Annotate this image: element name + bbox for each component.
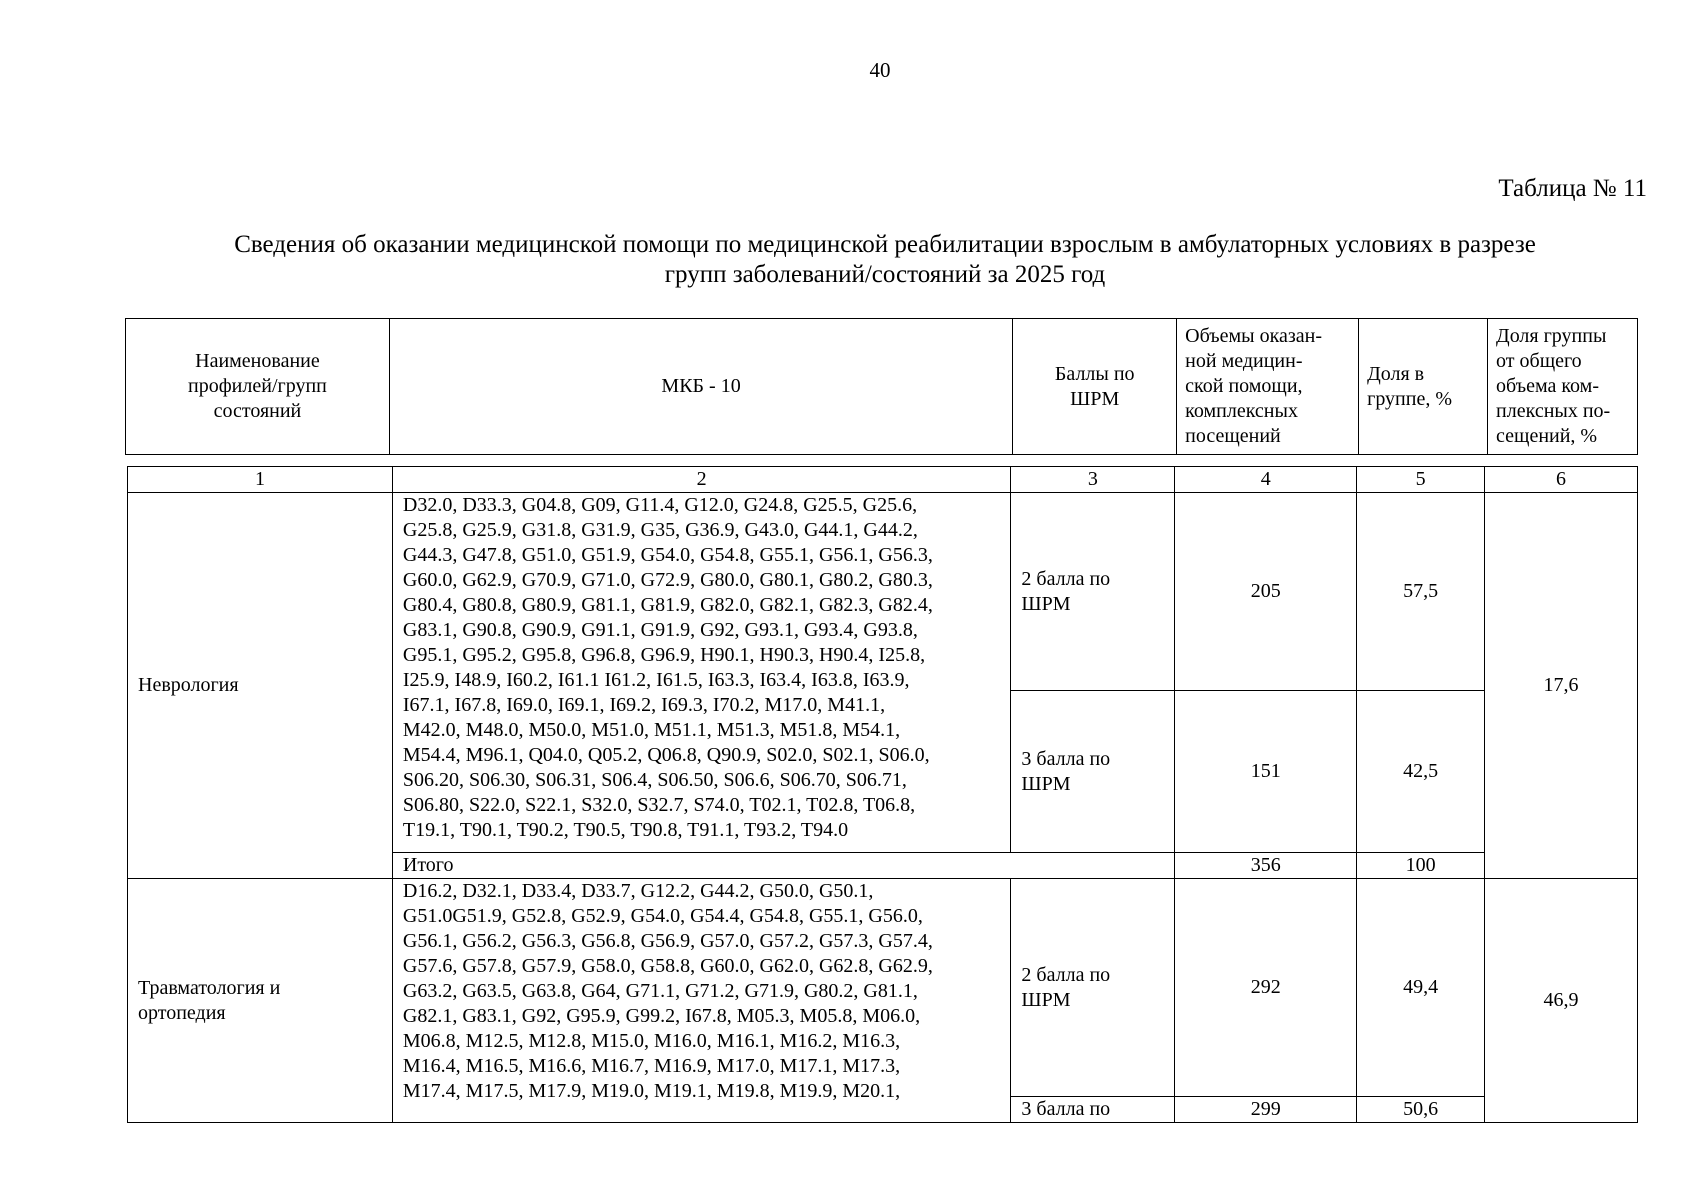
column-numbers-row [128, 467, 1638, 493]
table-body [127, 466, 1638, 1123]
header-volume: Объемы оказан- ной медицин- ской помощи, комплексных посещений [1177, 319, 1359, 455]
table-row [128, 879, 1638, 1097]
column-number: 4 [1175, 467, 1357, 493]
column-number: 1 [128, 467, 393, 493]
column-number: 2 [392, 467, 1011, 493]
table-label: Таблица № 11 [1498, 175, 1647, 202]
volume-cell: 205 [1175, 493, 1357, 691]
profile-name: Травматология и ортопедия [128, 879, 393, 1123]
score-cell: 3 балла по ШРМ [1011, 691, 1175, 853]
score-cell: 3 балла по [1011, 1097, 1175, 1123]
volume-cell: 292 [1175, 879, 1357, 1097]
column-number: 6 [1485, 467, 1638, 493]
share-cell: 57,5 [1357, 493, 1485, 691]
header-share-in-group: Доля в группе, % [1359, 319, 1488, 455]
icd-codes: D16.2, D32.1, D33.4, D33.7, G12.2, G44.2, G50.0, G50.1, G51.0G51.9, G52.8, G52.9, G54.0, G54.4, G54.8, G55.1, G56.0, G56.1, G56.2, G56.3, G56.8, G56.9, G57.0, G57.2, G57.3, G57.4, G57.6, G57.8, G57.9, G58.0, G58.8, G60.0, G62.0, G62.8, G62.9, G63.2, G63.5, G63.8, G64, G71.1, G71.2, G71.9, G80.2, G81.1, G82.1, G83.1, G92, G95.9, G99.2, I67.8, M05.3, M05.8, M06.0, M06.8, M12.5, M12.8, M15.0, M16.0, M16.1, M16.2, M16.3, M16.4, M16.5, M16.6, M16.7, M16.9, M17.0, M17.1, M17.3, M17.4, M17.5, M17.9, M19.0, M19.1, M19.8, M19.9, M20.1, [392, 879, 1011, 1123]
header-profile: Наименование профилей/групп состояний [126, 319, 390, 455]
header-icd10: МКБ - 10 [389, 319, 1012, 455]
volume-cell: 151 [1175, 691, 1357, 853]
header-score: Баллы по ШРМ [1013, 319, 1177, 455]
volume-cell: 299 [1175, 1097, 1357, 1123]
total-share: 100 [1357, 853, 1485, 879]
document-title [130, 230, 1640, 290]
table-header [125, 318, 1638, 455]
column-number: 3 [1011, 467, 1175, 493]
share-cell: 50,6 [1357, 1097, 1485, 1123]
score-cell: 2 балла по ШРМ [1011, 879, 1175, 1097]
score-cell: 2 балла по ШРМ [1011, 493, 1175, 691]
share-cell: 42,5 [1357, 691, 1485, 853]
column-number: 5 [1357, 467, 1485, 493]
header-group-share: Доля группы от общего объема ком- плексных по- сещений, % [1488, 319, 1638, 455]
table-row [128, 493, 1638, 691]
total-label: Итого [392, 853, 1174, 879]
title-line-1: Сведения об оказании медицинской помощи по медицинской реабилитации взрослым в амбулаторных условиях в разрезе [234, 231, 1536, 258]
icd-codes: D32.0, D33.3, G04.8, G09, G11.4, G12.0, G24.8, G25.5, G25.6, G25.8, G25.9, G31.8, G31.9, G35, G36.9, G43.0, G44.1, G44.2, G44.3, G47.8, G51.0, G51.9, G54.0, G54.8, G55.1, G56.1, G56.3, G60.0, G62.9, G70.9, G71.0, G72.9, G80.0, G80.1, G80.2, G80.3, G80.4, G80.8, G80.9, G81.1, G81.9, G82.0, G82.1, G82.3, G82.4, G83.1, G90.8, G90.9, G91.1, G91.9, G92, G93.1, G93.4, G93.8, G95.1, G95.2, G95.8, G96.8, G96.9, H90.1, H90.3, H90.4, I25.8, I25.9, I48.9, I60.2, I61.1 I61.2, I61.5, I63.3, I63.4, I63.8, I63.9, I67.1, I67.8, I69.0, I69.1, I69.2, I69.3, I70.2, M17.0, M41.1, M42.0, M48.0, M50.0, M51.0, M51.1, M51.3, M51.8, M54.1, M54.4, M96.1, Q04.0, Q05.2, Q06.8, Q90.9, S02.0, S02.1, S06.0, S06.20, S06.30, S06.31, S06.4, S06.50, S06.6, S06.70, S06.71, S06.80, S22.0, S22.1, S32.0, S32.7, S74.0, T02.1, T02.8, T06.8, T19.1, T90.1, T90.2, T90.5, T90.8, T91.1, T93.2, T94.0 [392, 493, 1011, 853]
group-share-cell: 46,9 [1485, 879, 1638, 1123]
group-share-cell: 17,6 [1485, 493, 1638, 879]
page-number: 40 [869, 58, 891, 82]
share-cell: 49,4 [1357, 879, 1485, 1097]
total-volume: 356 [1175, 853, 1357, 879]
profile-name: Неврология [128, 493, 393, 879]
title-line-2: групп заболеваний/состояний за 2025 год [664, 261, 1106, 288]
